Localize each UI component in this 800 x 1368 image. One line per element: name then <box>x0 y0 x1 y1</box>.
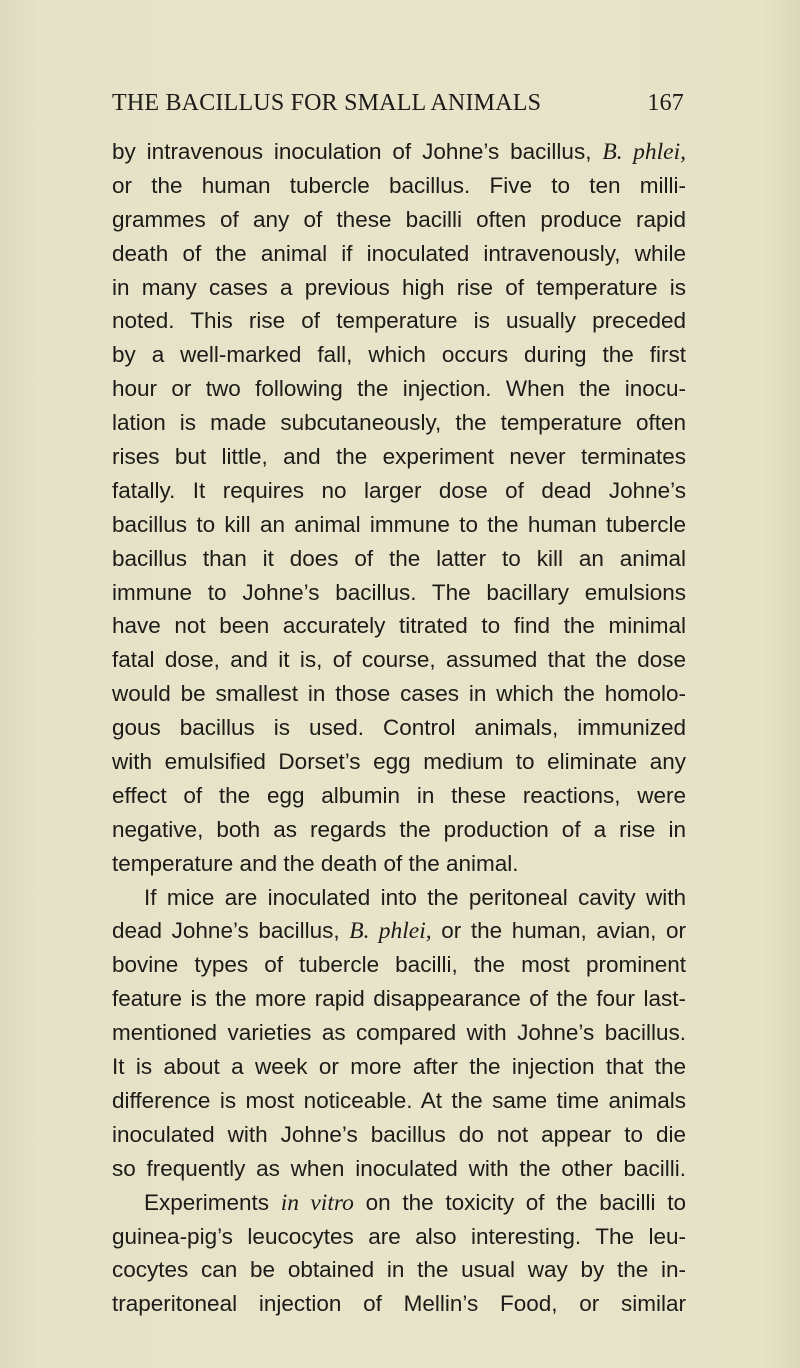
text-line: bacillus to kill an animal immune to the human tubercle <box>112 511 686 537</box>
text-line: difference is most noticeable. At the same time animals <box>112 1087 686 1113</box>
text-line: It is about a week or more after the injection that the <box>112 1054 686 1080</box>
text-line: cocytes can be obtained in the usual way by the in- <box>112 1257 686 1283</box>
text-line: have not been accurately titrated to find the minimal <box>112 613 686 639</box>
text-line: hour or two following the injection. When the inocu- <box>112 376 686 402</box>
text-line: bacillus than it does of the latter to kill an animal <box>112 545 686 571</box>
text-line: If mice are inoculated into the peritoneal cavity with <box>144 884 686 910</box>
text-line: feature is the more rapid disappearance of the four last- <box>112 986 686 1012</box>
text-line: effect of the egg albumin in these reactions, were <box>112 782 686 808</box>
text-line: with emulsified Dorset’s egg medium to eliminate any <box>112 749 686 775</box>
text-line: dead Johne’s bacillus, B. phlei, or the human, avian, or <box>112 918 687 945</box>
text-line: Experiments in vitro on the toxicity of the bacilli to <box>144 1189 686 1216</box>
text-line: traperitoneal injection of Mellin’s Food, or similar <box>112 1291 686 1317</box>
text-line: bovine types of tubercle bacilli, the most prominent <box>112 952 686 978</box>
text-line: fatally. It requires no larger dose of dead Johne’s <box>112 477 686 503</box>
running-head-title: THE BACILLUS FOR SMALL ANIMALS <box>112 90 542 116</box>
page-number: 167 <box>647 90 684 116</box>
text-line: death of the animal if inoculated intravenously, while <box>112 240 686 266</box>
text-line: gous bacillus is used. Control animals, immunized <box>112 715 686 741</box>
text-line: would be smallest in those cases in which the homolo- <box>112 681 686 707</box>
text-line: inoculated with Johne’s bacillus do not appear to die <box>112 1121 686 1147</box>
text-line: rises but little, and the experiment never terminates <box>112 444 686 470</box>
text-line: so frequently as when inoculated with the other bacilli. <box>112 1155 686 1181</box>
running-head <box>112 90 684 120</box>
text-line: by intravenous inoculation of Johne’s bacillus, B. phlei, <box>112 139 687 165</box>
text-line: or the human tubercle bacillus. Five to ten milli- <box>112 172 686 198</box>
text-line: by a well-marked fall, which occurs during the first <box>112 342 686 368</box>
text-line: guinea-pig’s leucocytes are also interesting. The leu- <box>112 1223 686 1249</box>
text-line: fatal dose, and it is, of course, assumed that the dose <box>112 647 686 673</box>
text-line: grammes of any of these bacilli often produce rapid <box>112 206 686 232</box>
text-line: in many cases a previous high rise of temperature is <box>112 274 686 300</box>
text-line: lation is made subcutaneously, the temperature often <box>112 410 686 436</box>
text-line: negative, both as regards the production of a rise in <box>112 816 686 842</box>
text-line: noted. This rise of temperature is usually preceded <box>112 308 686 334</box>
body-text <box>112 135 686 1321</box>
text-line: mentioned varieties as compared with Johne’s bacillus. <box>112 1020 686 1046</box>
text-line: temperature and the death of the animal. <box>112 850 519 876</box>
text-line: immune to Johne’s bacillus. The bacillary emulsions <box>112 579 686 605</box>
